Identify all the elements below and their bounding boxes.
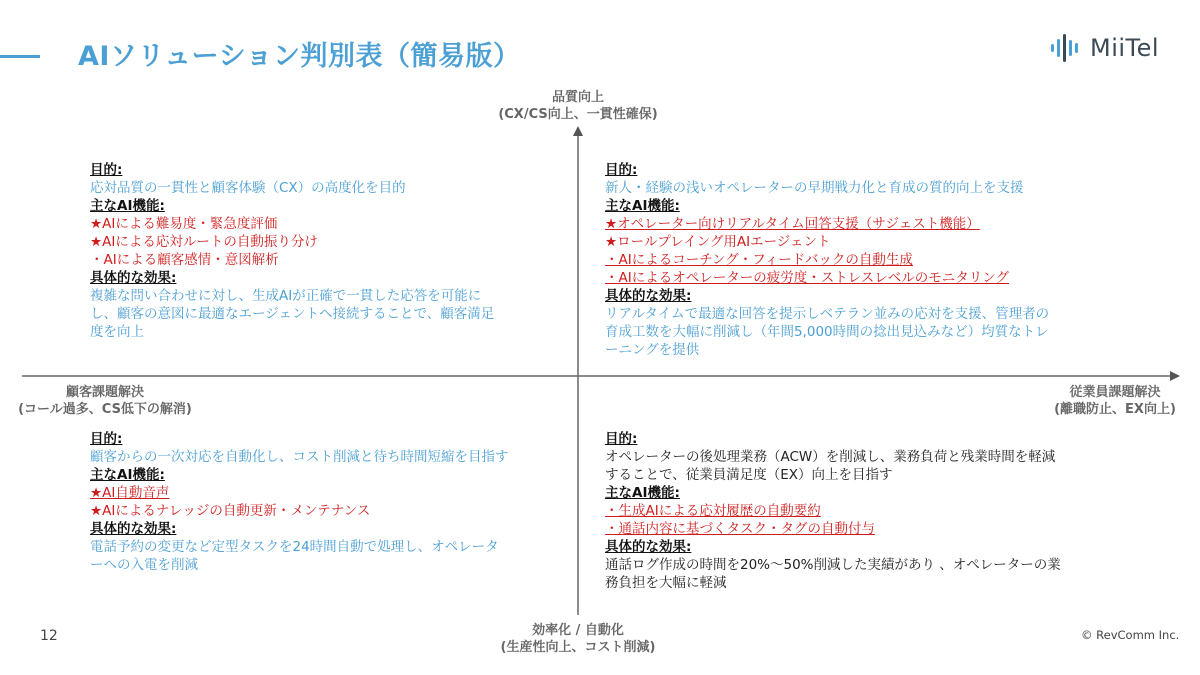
effects-line: リアルタイムで最適な回答を提示しベテラン並みの応対を支援、管理者の	[605, 306, 1050, 322]
effects-line: 度を向上	[90, 324, 144, 340]
purpose-text: 顧客からの一次対応を自動化し、コスト削減と待ち時間短縮を目指す	[90, 449, 509, 465]
axis-label-left: 顧客課題解決 (コール過多、CS低下の解消)	[18, 385, 192, 417]
purpose-heading: 目的:	[605, 431, 638, 447]
effects-line: 電話予約の変更など定型タスクを24時間自動で処理し、オペレータ	[90, 539, 499, 555]
page-number: 12	[40, 628, 58, 644]
feature-item: ★ロールプレイング用AIエージェント	[605, 234, 831, 250]
features-heading: 主なAI機能:	[90, 467, 165, 483]
feature-item: ★AIによる難易度・緊急度評価	[90, 216, 278, 232]
quadrant-bottom-left	[90, 430, 509, 574]
effects-heading: 具体的な効果:	[605, 539, 692, 555]
purpose-heading: 目的:	[605, 162, 638, 178]
purpose-text: 新人・経験の浅いオペレーターの早期戦力化と育成の質的向上を支援	[605, 180, 1024, 196]
effects-line: 通話ログ作成の時間を20%〜50%削減した実績があり 、オペレーターの業	[605, 557, 1061, 573]
page-title: AIソリューション判別表（簡易版）	[78, 41, 521, 72]
feature-item: ★AI自動音声	[90, 485, 170, 501]
axis-label-top: 品質向上 (CX/CS向上、一貫性確保)	[498, 90, 658, 122]
quadrant-bottom-right	[605, 430, 1061, 592]
effects-line: 務負担を大幅に軽減	[605, 575, 727, 591]
feature-item: ・AIによるオペレーターの疲労度・ストレスレベルのモニタリング	[605, 270, 1010, 286]
effects-heading: 具体的な効果:	[90, 270, 177, 286]
effects-line: ーニングを提供	[605, 342, 700, 358]
feature-item: ★AIによる応対ルートの自動振り分け	[90, 234, 318, 250]
feature-item: ・AIによる顧客感情・意図解析	[90, 252, 279, 268]
quadrant-top-left	[90, 161, 494, 341]
quadrant-top-right	[605, 161, 1049, 359]
purpose-heading: 目的:	[90, 431, 123, 447]
features-heading: 主なAI機能:	[90, 198, 165, 214]
purpose-text: オペレーターの後処理業務（ACW）を削減し、業務負荷と残業時間を軽減	[605, 449, 1056, 465]
feature-item: ・AIによるコーチング・フィードバックの自動生成	[605, 252, 913, 268]
effects-line: 育成工数を大幅に削減し（年間5,000時間の捻出見込みなど）均質なトレ	[605, 324, 1049, 340]
feature-item: ・通話内容に基づくタスク・タグの自動付与	[605, 521, 875, 537]
feature-item: ★AIによるナレッジの自動更新・メンテナンス	[90, 503, 371, 519]
effects-line: し、顧客の意図に最適なエージェントへ接続することで、顧客満足	[90, 306, 495, 322]
features-heading: 主なAI機能:	[605, 485, 680, 501]
axis-label-right: 従業員課題解決 (離職防止、EX向上)	[1054, 385, 1176, 417]
purpose-heading: 目的:	[90, 162, 123, 178]
effects-line: 複雑な問い合わせに対し、生成AIが正確で一貫した応答を可能に	[90, 288, 482, 304]
effects-heading: 具体的な効果:	[605, 288, 692, 304]
copyright: © RevComm Inc.	[1081, 628, 1180, 642]
effects-line: ーへの入電を削減	[90, 557, 198, 573]
axis-label-bottom: 効率化 / 自動化 (生産性向上、コスト削減)	[500, 623, 656, 655]
features-heading: 主なAI機能:	[605, 198, 680, 214]
purpose-text: 応対品質の一貫性と顧客体験（CX）の高度化を目的	[90, 180, 406, 196]
purpose-text: することで、従業員満足度（EX）向上を目指す	[605, 467, 893, 483]
logo-text: MiiTel	[1090, 34, 1160, 62]
feature-item: ★オペレーター向けリアルタイム回答支援（サジェスト機能）	[605, 216, 980, 232]
effects-heading: 具体的な効果:	[90, 521, 177, 537]
feature-item: ・生成AIによる応対履歴の自動要約	[605, 503, 821, 519]
